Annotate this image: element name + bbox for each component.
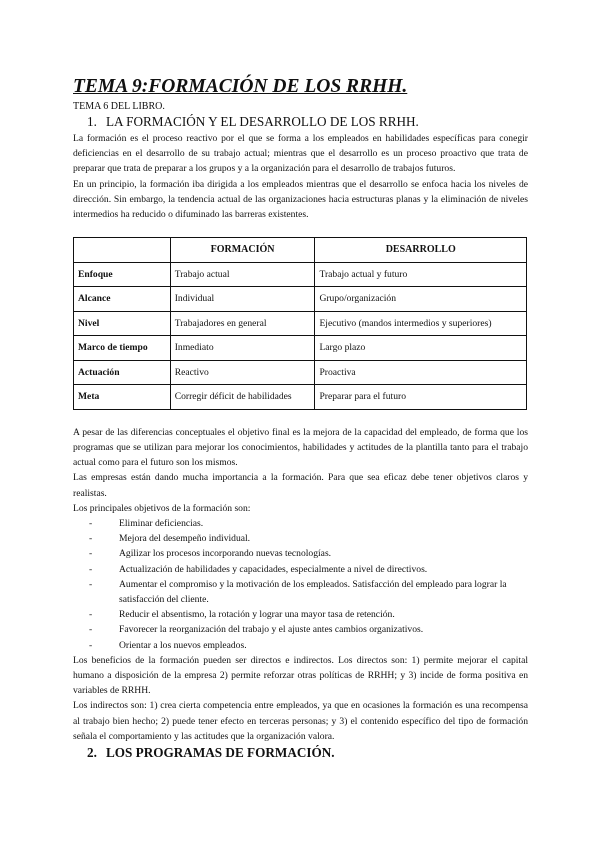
dash-marker: -: [89, 609, 93, 621]
list-item: [89, 546, 528, 561]
table-row: [74, 287, 527, 312]
paragraph-evolution: En un principio, la formación iba dirigida a los empleados mientras que el desarrollo se enfoca hacia los niveles de dirección. Sin embargo, la tendencia actual de las organizaciones hacia estructuras planas y la eliminación de niveles intermedios ha reducido o difuminado las barreras existentes.: [73, 178, 528, 221]
table-row-header: Enfoque: [74, 262, 171, 287]
table-header-row: [74, 238, 527, 263]
list-item: [89, 622, 528, 637]
table-cell: Grupo/organización: [315, 287, 527, 312]
document-page: [73, 76, 528, 762]
list-item: [89, 607, 528, 622]
table-row-header: Meta: [74, 385, 171, 410]
table-cell: Inmediato: [170, 336, 315, 361]
paragraph-objectives-intro: Los principales objetivos de la formación son:: [73, 502, 251, 514]
table-cell: Reactivo: [170, 360, 315, 385]
list-item: [89, 516, 528, 531]
table-cell: Corregir déficit de habilidades: [170, 385, 315, 410]
table-cell: Individual: [170, 287, 315, 312]
list-item-text: Agilizar los procesos incorporando nuevas tecnologías.: [119, 548, 332, 560]
table-cell: Proactiva: [315, 360, 527, 385]
table-cell: Preparar para el futuro: [315, 385, 527, 410]
table-row: [74, 262, 527, 287]
paragraph-definition: La formación es el proceso reactivo por el que se forma a los empleados en habilidades específicas para conegir deficiencias en el desarrollo de su trabajo actual; mientras que el desarrollo es un proceso proactivo que trata de preparar que trata de preparar a los grupos y a la organización para el desarrollo de trabajos futuros.: [73, 133, 528, 175]
paragraph-importance: Las empresas están dando mucha importancia a la formación. Para que sea eficaz debe tener objetivos claros y realistas.: [73, 472, 528, 499]
dash-marker: -: [89, 517, 93, 529]
table-cell: Trabajo actual: [170, 262, 315, 287]
paragraph-common-goal: A pesar de las diferencias conceptuales el objetivo final es la mejora de la capacidad del empleado, de forma que los programas que se utilizan para mejorar los conocimientos, habilidades y actitudes de la plantilla tanto para el trabajo actual como para el futuro son los mismos.: [73, 426, 528, 469]
list-item: [89, 531, 528, 546]
table-row-header: Alcance: [74, 287, 171, 312]
table-cell: Ejecutivo (mandos intermedios y superiores): [315, 311, 527, 336]
list-item-text: Aumentar el compromiso y la motivación de los empleados. Satisfacción del empleado para lograr la satisfacción del cliente.: [119, 578, 507, 605]
table-cell: Trabajo actual y futuro: [315, 262, 527, 287]
dash-marker: -: [89, 533, 93, 545]
dash-marker: -: [89, 563, 93, 575]
section-2-heading: [87, 744, 528, 761]
comparison-table-wrapper: [73, 237, 528, 410]
dash-marker: -: [89, 639, 93, 651]
dash-marker: -: [89, 578, 93, 590]
dash-marker: -: [89, 548, 93, 560]
section-1-heading: [87, 113, 528, 130]
section-1-title: LA FORMACIÓN Y EL DESARROLLO DE LOS RRHH.: [106, 114, 419, 129]
table-cell: Trabajadores en general: [170, 311, 315, 336]
list-item: [89, 562, 528, 577]
document-subtitle: TEMA 6 DEL LIBRO.: [73, 101, 165, 112]
dash-marker: -: [89, 624, 93, 636]
table-row-header: Actuación: [74, 360, 171, 385]
section-2-title: LOS PROGRAMAS DE FORMACIÓN.: [106, 744, 335, 760]
table-header-cell: FORMACIÓN: [170, 238, 315, 263]
table-row: [74, 360, 527, 385]
list-item-text: Orientar a los nuevos empleados.: [119, 639, 247, 651]
list-item-text: Reducir el absentismo, la rotación y lograr una mayor tasa de retención.: [119, 609, 395, 621]
table-row: [74, 385, 527, 410]
list-item: [89, 638, 528, 653]
table-row: [74, 311, 527, 336]
table-row: [74, 336, 527, 361]
list-item: [89, 577, 528, 607]
paragraph-direct-benefits: Los beneficios de la formación pueden ser directos e indirectos. Los directos son: 1) permite mejorar el capital humano a disposición de la empresa 2) permite reforzar otras políticas de RRHH; y 3) incide de forma positiva en variables de RRHH.: [73, 654, 528, 697]
section-1-number: 1.: [87, 114, 97, 129]
table-row-header: Nivel: [74, 311, 171, 336]
objectives-list: [73, 516, 528, 653]
table-row-header: Marco de tiempo: [74, 336, 171, 361]
paragraph-indirect-benefits: Los indirectos son: 1) crea cierta competencia entre empleados, ya que en ocasiones la formación es una recompensa al trabajo bien hecho; 2) puede tener efecto en terceras personas; y 3) el contenido específico del tipo de formación señala el comportamiento y las actitudes que la organización valora.: [73, 700, 528, 742]
list-item-text: Favorecer la reorganización del trabajo y el ajuste antes cambios organizativos.: [119, 624, 424, 636]
list-item-text: Eliminar deficiencias.: [119, 517, 204, 529]
list-item-text: Mejora del desempeño individual.: [119, 533, 251, 545]
table-header-cell: [74, 238, 171, 263]
table-header-cell: DESARROLLO: [315, 238, 527, 263]
comparison-table: [73, 237, 527, 410]
document-title: TEMA 9:FORMACIÓN DE LOS RRHH.: [73, 76, 408, 97]
list-item-text: Actualización de habilidades y capacidades, especialmente a nivel de directivos.: [119, 563, 428, 575]
table-cell: Largo plazo: [315, 336, 527, 361]
section-2-number: 2.: [87, 744, 97, 760]
